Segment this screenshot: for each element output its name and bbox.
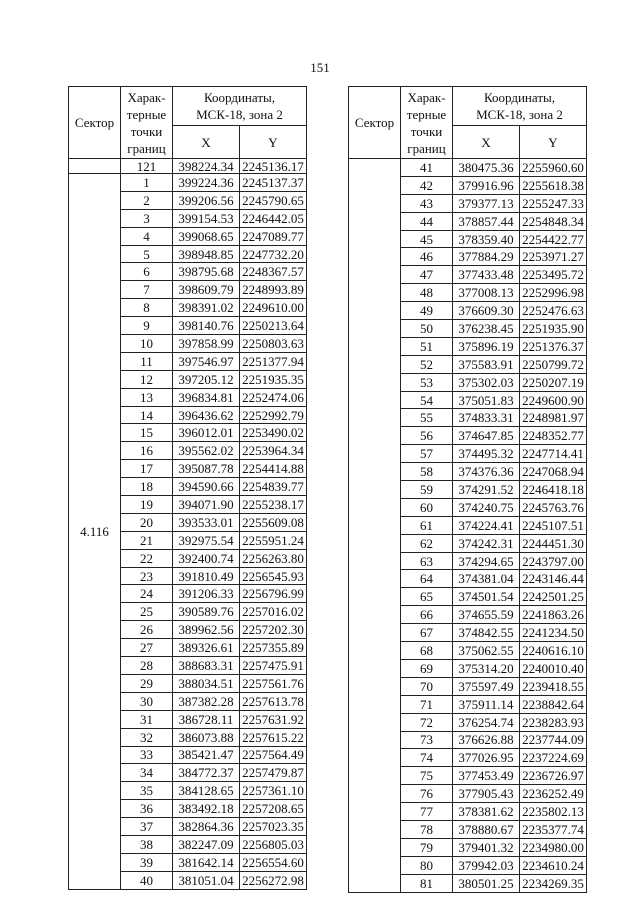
point-cell: 47: [401, 266, 453, 284]
x-cell: 377905.43: [453, 785, 520, 803]
point-cell: 35: [121, 782, 173, 800]
x-cell: 398948.85: [173, 245, 240, 263]
sector-header: Сектор: [69, 87, 121, 159]
point-cell: 22: [121, 549, 173, 567]
y-cell: 2256554.60: [240, 853, 307, 871]
point-cell: 6: [121, 263, 173, 281]
y-cell: 2253495.72: [520, 266, 587, 284]
left-table-body: [69, 159, 307, 890]
coords-header-line: МСК-18, зона 2: [476, 107, 563, 122]
point-cell: 12: [121, 370, 173, 388]
y-cell: 2235802.13: [520, 803, 587, 821]
y-cell: 2246442.05: [240, 209, 307, 227]
point-cell: 10: [121, 335, 173, 353]
point-cell: 26: [121, 621, 173, 639]
x-cell: 375314.20: [453, 659, 520, 677]
x-cell: 396012.01: [173, 424, 240, 442]
x-cell: 380501.25: [453, 874, 520, 892]
coords-header: [453, 87, 587, 126]
x-cell: 382247.09: [173, 835, 240, 853]
y-cell: 2237744.09: [520, 731, 587, 749]
x-cell: 388034.51: [173, 674, 240, 692]
point-cell: 62: [401, 534, 453, 552]
point-cell: 70: [401, 677, 453, 695]
y-cell: 2240010.40: [520, 659, 587, 677]
point-cell: 75: [401, 767, 453, 785]
point-cell: 25: [121, 603, 173, 621]
y-cell: 2257016.02: [240, 603, 307, 621]
y-cell: 2246418.18: [520, 481, 587, 499]
y-cell: 2257475.91: [240, 657, 307, 675]
point-cell: 79: [401, 838, 453, 856]
point-cell: 4: [121, 227, 173, 245]
x-cell: 393533.01: [173, 513, 240, 531]
point-cell: 28: [121, 657, 173, 675]
y-cell: 2257615.22: [240, 728, 307, 746]
y-cell: 2236252.49: [520, 785, 587, 803]
y-cell: 2253971.27: [520, 248, 587, 266]
point-cell: 63: [401, 552, 453, 570]
table-row: [69, 174, 307, 192]
x-cell: 396834.81: [173, 388, 240, 406]
x-cell: 375062.55: [453, 642, 520, 660]
point-cell: 121: [121, 159, 173, 174]
y-cell: 2255238.17: [240, 496, 307, 514]
y-cell: 2256805.03: [240, 835, 307, 853]
y-cell: 2240616.10: [520, 642, 587, 660]
x-cell: 378880.67: [453, 820, 520, 838]
y-cell: 2243146.44: [520, 570, 587, 588]
point-cell: 57: [401, 445, 453, 463]
sector-cell-empty: [349, 159, 401, 893]
y-cell: 2257023.35: [240, 818, 307, 836]
x-cell: 379377.13: [453, 194, 520, 212]
y-cell: 2249610.00: [240, 299, 307, 317]
point-cell: 20: [121, 513, 173, 531]
y-cell: 2252996.98: [520, 284, 587, 302]
point-cell: 42: [401, 176, 453, 194]
x-cell: 380475.36: [453, 159, 520, 177]
y-cell: 2239418.55: [520, 677, 587, 695]
y-cell: 2238283.93: [520, 713, 587, 731]
point-cell: 15: [121, 424, 173, 442]
y-cell: 2235377.74: [520, 820, 587, 838]
points-header-line: точки: [130, 123, 163, 139]
x-cell: 398795.68: [173, 263, 240, 281]
points-header-line: Харак-: [407, 89, 446, 105]
y-cell: 2250207.19: [520, 373, 587, 391]
y-cell: 2245137.37: [240, 174, 307, 192]
x-cell: 377884.29: [453, 248, 520, 266]
point-cell: 5: [121, 245, 173, 263]
point-cell: 55: [401, 409, 453, 427]
y-cell: 2254422.77: [520, 230, 587, 248]
x-cell: 399224.36: [173, 174, 240, 192]
x-cell: 394590.66: [173, 478, 240, 496]
y-cell: 2253490.02: [240, 424, 307, 442]
x-cell: 374495.32: [453, 445, 520, 463]
x-cell: 399206.56: [173, 191, 240, 209]
y-cell: 2248993.89: [240, 281, 307, 299]
y-cell: 2254839.77: [240, 478, 307, 496]
x-cell: 391810.49: [173, 567, 240, 585]
page-number: 151: [310, 60, 330, 75]
x-cell: 395562.02: [173, 442, 240, 460]
point-cell: 29: [121, 674, 173, 692]
point-cell: 44: [401, 212, 453, 230]
y-cell: 2247068.94: [520, 463, 587, 481]
point-cell: 43: [401, 194, 453, 212]
point-cell: 68: [401, 642, 453, 660]
y-cell: 2251935.90: [520, 320, 587, 338]
x-cell: 398140.76: [173, 317, 240, 335]
x-cell: 381642.14: [173, 853, 240, 871]
y-cell: 2257479.87: [240, 764, 307, 782]
point-cell: 39: [121, 853, 173, 871]
y-cell: 2251935.35: [240, 370, 307, 388]
y-cell: 2257355.89: [240, 639, 307, 657]
y-cell: 2245136.17: [240, 159, 307, 174]
x-cell: 398609.79: [173, 281, 240, 299]
x-cell: 378359.40: [453, 230, 520, 248]
x-cell: 374242.31: [453, 534, 520, 552]
x-cell: 378381.62: [453, 803, 520, 821]
y-cell: 2236726.97: [520, 767, 587, 785]
y-cell: 2234269.35: [520, 874, 587, 892]
point-cell: 1: [121, 174, 173, 192]
x-cell: 385421.47: [173, 746, 240, 764]
y-cell: 2247714.41: [520, 445, 587, 463]
y-cell: 2257361.10: [240, 782, 307, 800]
x-cell: 396436.62: [173, 406, 240, 424]
point-cell: 58: [401, 463, 453, 481]
point-cell: 56: [401, 427, 453, 445]
point-cell: 77: [401, 803, 453, 821]
x-cell: 389326.61: [173, 639, 240, 657]
point-cell: 61: [401, 516, 453, 534]
x-cell: 375051.83: [453, 391, 520, 409]
x-cell: 389962.56: [173, 621, 240, 639]
y-cell: 2244451.30: [520, 534, 587, 552]
x-cell: 397205.12: [173, 370, 240, 388]
x-cell: 374381.04: [453, 570, 520, 588]
y-header: Y: [240, 126, 307, 159]
x-cell: 399068.65: [173, 227, 240, 245]
x-cell: 376626.88: [453, 731, 520, 749]
x-cell: 391206.33: [173, 585, 240, 603]
point-cell: 52: [401, 355, 453, 373]
point-cell: 27: [121, 639, 173, 657]
points-header-line: границ: [127, 140, 166, 156]
right-table-body: [349, 159, 587, 893]
y-header: Y: [520, 126, 587, 159]
y-cell: 2255609.08: [240, 513, 307, 531]
y-cell: 2247732.20: [240, 245, 307, 263]
y-cell: 2250799.72: [520, 355, 587, 373]
points-header-line: точки: [410, 123, 443, 139]
point-cell: 41: [401, 159, 453, 177]
x-cell: 375896.19: [453, 337, 520, 355]
point-cell: 16: [121, 442, 173, 460]
coords-header: [173, 87, 307, 126]
y-cell: 2257631.92: [240, 710, 307, 728]
y-cell: 2255960.60: [520, 159, 587, 177]
y-cell: 2254414.88: [240, 460, 307, 478]
y-cell: 2252474.06: [240, 388, 307, 406]
point-cell: 78: [401, 820, 453, 838]
point-cell: 50: [401, 320, 453, 338]
points-header-line: границ: [407, 140, 446, 156]
point-cell: 81: [401, 874, 453, 892]
point-cell: 59: [401, 481, 453, 499]
point-cell: 76: [401, 785, 453, 803]
x-cell: 374842.55: [453, 624, 520, 642]
x-cell: 390589.76: [173, 603, 240, 621]
x-cell: 387382.28: [173, 692, 240, 710]
x-cell: 378857.44: [453, 212, 520, 230]
y-cell: 2241863.26: [520, 606, 587, 624]
point-cell: 18: [121, 478, 173, 496]
y-cell: 2248367.57: [240, 263, 307, 281]
x-cell: 399154.53: [173, 209, 240, 227]
x-cell: 377008.13: [453, 284, 520, 302]
point-cell: 40: [121, 871, 173, 889]
x-cell: 374655.59: [453, 606, 520, 624]
x-cell: 382864.36: [173, 818, 240, 836]
x-cell: 375583.91: [453, 355, 520, 373]
point-cell: 19: [121, 496, 173, 514]
y-cell: 2245790.65: [240, 191, 307, 209]
point-cell: 53: [401, 373, 453, 391]
x-cell: 392400.74: [173, 549, 240, 567]
y-cell: 2248981.97: [520, 409, 587, 427]
y-cell: 2249600.90: [520, 391, 587, 409]
y-cell: 2253964.34: [240, 442, 307, 460]
y-cell: 2256796.99: [240, 585, 307, 603]
x-cell: 377026.95: [453, 749, 520, 767]
x-cell: 375597.49: [453, 677, 520, 695]
point-cell: 64: [401, 570, 453, 588]
table-row: [69, 159, 307, 174]
point-cell: 2: [121, 191, 173, 209]
y-cell: 2254848.34: [520, 212, 587, 230]
y-cell: 2250803.63: [240, 335, 307, 353]
points-header: [121, 87, 173, 159]
y-cell: 2257208.65: [240, 800, 307, 818]
point-cell: 67: [401, 624, 453, 642]
x-cell: 374291.52: [453, 481, 520, 499]
point-cell: 80: [401, 856, 453, 874]
y-cell: 2257202.30: [240, 621, 307, 639]
sector-header: Сектор: [349, 87, 401, 159]
point-cell: 7: [121, 281, 173, 299]
point-cell: 46: [401, 248, 453, 266]
point-cell: 9: [121, 317, 173, 335]
x-cell: 377453.49: [453, 767, 520, 785]
point-cell: 65: [401, 588, 453, 606]
x-cell: 392975.54: [173, 531, 240, 549]
point-cell: 24: [121, 585, 173, 603]
x-cell: 386073.88: [173, 728, 240, 746]
points-header-line: терные: [406, 106, 447, 122]
x-cell: 379916.96: [453, 176, 520, 194]
x-header: X: [453, 126, 520, 159]
points-header-line: терные: [126, 106, 167, 122]
y-cell: 2241234.50: [520, 624, 587, 642]
y-cell: 2252476.63: [520, 302, 587, 320]
y-cell: 2243797.00: [520, 552, 587, 570]
point-cell: 21: [121, 531, 173, 549]
x-cell: 397858.99: [173, 335, 240, 353]
x-cell: 375302.03: [453, 373, 520, 391]
x-cell: 397546.97: [173, 352, 240, 370]
y-cell: 2247089.77: [240, 227, 307, 245]
point-cell: 37: [121, 818, 173, 836]
coords-header-line: Координаты,: [204, 90, 275, 105]
coords-header-line: Координаты,: [484, 90, 555, 105]
y-cell: 2255951.24: [240, 531, 307, 549]
y-cell: 2250213.64: [240, 317, 307, 335]
y-cell: 2252992.79: [240, 406, 307, 424]
point-cell: 54: [401, 391, 453, 409]
point-cell: 49: [401, 302, 453, 320]
coords-header-line: МСК-18, зона 2: [196, 107, 283, 122]
point-cell: 45: [401, 230, 453, 248]
coordinates-table-left: [68, 86, 307, 890]
x-cell: 379401.32: [453, 838, 520, 856]
x-cell: 384128.65: [173, 782, 240, 800]
point-cell: 36: [121, 800, 173, 818]
point-cell: 34: [121, 764, 173, 782]
x-header: X: [173, 126, 240, 159]
x-cell: 384772.37: [173, 764, 240, 782]
sector-cell: 4.116: [69, 174, 121, 890]
y-cell: 2256263.80: [240, 549, 307, 567]
y-cell: 2245763.76: [520, 498, 587, 516]
point-cell: 17: [121, 460, 173, 478]
x-cell: 381051.04: [173, 871, 240, 889]
y-cell: 2238842.64: [520, 695, 587, 713]
y-cell: 2257613.78: [240, 692, 307, 710]
point-cell: 13: [121, 388, 173, 406]
y-cell: 2234980.00: [520, 838, 587, 856]
point-cell: 31: [121, 710, 173, 728]
x-cell: 379942.03: [453, 856, 520, 874]
point-cell: 72: [401, 713, 453, 731]
point-cell: 33: [121, 746, 173, 764]
x-cell: 395087.78: [173, 460, 240, 478]
y-cell: 2257564.49: [240, 746, 307, 764]
y-cell: 2255618.38: [520, 176, 587, 194]
y-cell: 2237224.69: [520, 749, 587, 767]
x-cell: 374294.65: [453, 552, 520, 570]
coordinates-table-right: [348, 86, 587, 893]
point-cell: 32: [121, 728, 173, 746]
x-cell: 376254.74: [453, 713, 520, 731]
x-cell: 375911.14: [453, 695, 520, 713]
table-row: [349, 159, 587, 177]
point-cell: 38: [121, 835, 173, 853]
point-cell: 73: [401, 731, 453, 749]
point-cell: 11: [121, 352, 173, 370]
point-cell: 23: [121, 567, 173, 585]
point-cell: 30: [121, 692, 173, 710]
sector-cell-empty: [69, 159, 121, 174]
point-cell: 51: [401, 337, 453, 355]
y-cell: 2242501.25: [520, 588, 587, 606]
point-cell: 60: [401, 498, 453, 516]
x-cell: 374376.36: [453, 463, 520, 481]
y-cell: 2256272.98: [240, 871, 307, 889]
point-cell: 14: [121, 406, 173, 424]
x-cell: 374240.75: [453, 498, 520, 516]
x-cell: 374224.41: [453, 516, 520, 534]
x-cell: 376238.45: [453, 320, 520, 338]
point-cell: 66: [401, 606, 453, 624]
point-cell: 74: [401, 749, 453, 767]
point-cell: 8: [121, 299, 173, 317]
point-cell: 71: [401, 695, 453, 713]
x-cell: 374833.31: [453, 409, 520, 427]
x-cell: 374501.54: [453, 588, 520, 606]
y-cell: 2257561.76: [240, 674, 307, 692]
x-cell: 377433.48: [453, 266, 520, 284]
x-cell: 383492.18: [173, 800, 240, 818]
y-cell: 2234610.24: [520, 856, 587, 874]
y-cell: 2255247.33: [520, 194, 587, 212]
point-cell: 69: [401, 659, 453, 677]
x-cell: 398391.02: [173, 299, 240, 317]
y-cell: 2256545.93: [240, 567, 307, 585]
y-cell: 2251376.37: [520, 337, 587, 355]
y-cell: 2251377.94: [240, 352, 307, 370]
point-cell: 48: [401, 284, 453, 302]
x-cell: 398224.34: [173, 159, 240, 174]
x-cell: 374647.85: [453, 427, 520, 445]
point-cell: 3: [121, 209, 173, 227]
x-cell: 376609.30: [453, 302, 520, 320]
y-cell: 2248352.77: [520, 427, 587, 445]
x-cell: 386728.11: [173, 710, 240, 728]
points-header: [401, 87, 453, 159]
x-cell: 388683.31: [173, 657, 240, 675]
y-cell: 2245107.51: [520, 516, 587, 534]
x-cell: 394071.90: [173, 496, 240, 514]
points-header-line: Харак-: [127, 89, 166, 105]
